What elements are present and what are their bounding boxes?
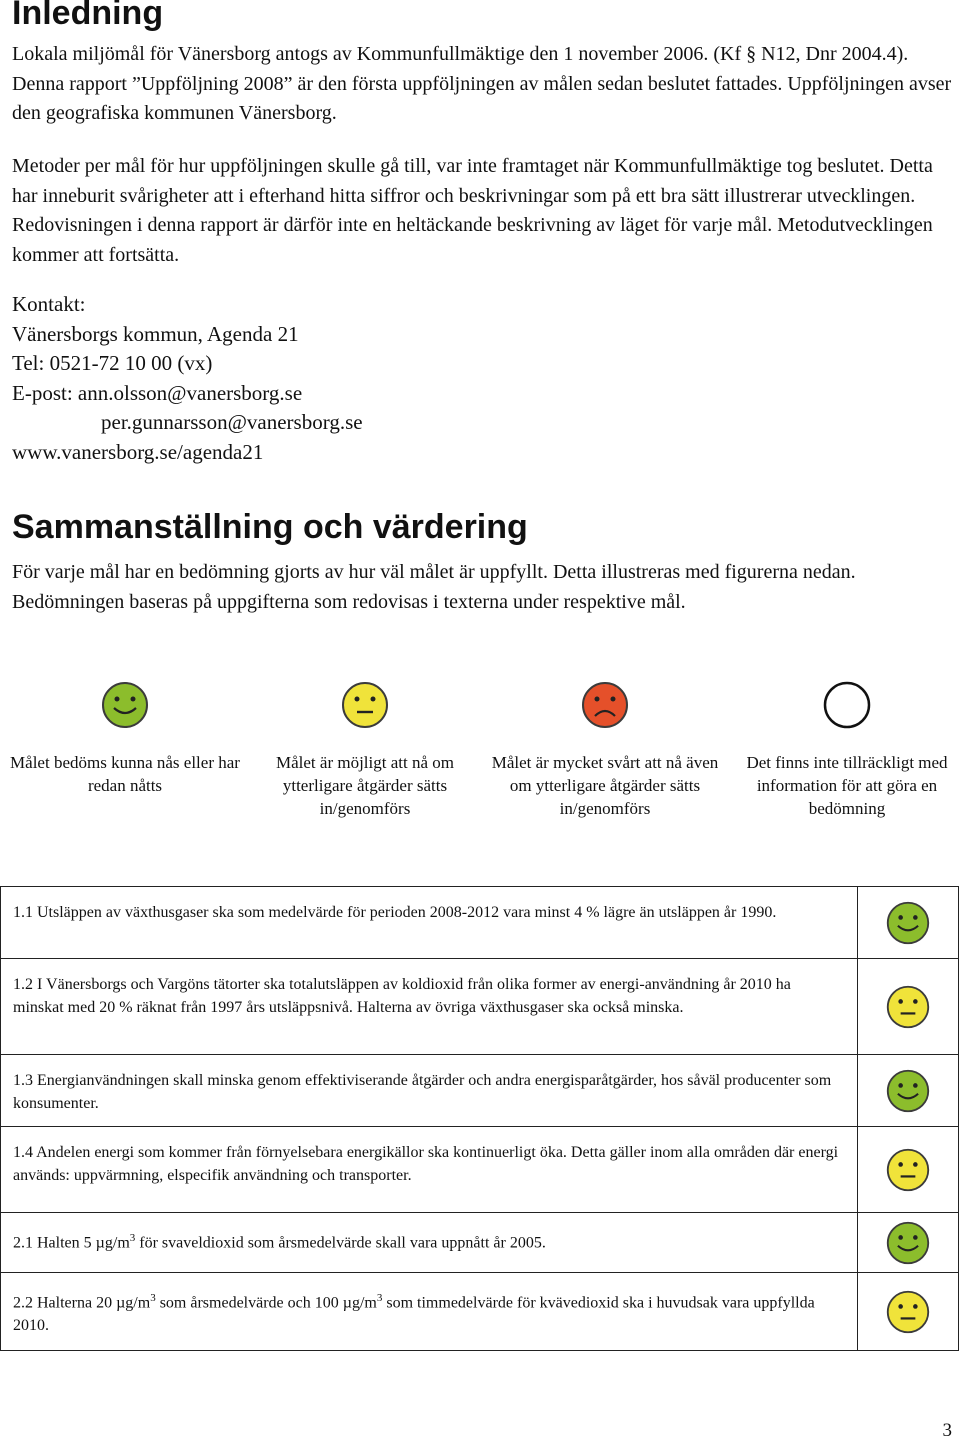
contact-email-2: per.gunnarsson@vanersborg.se [101, 410, 363, 434]
table-row [1, 959, 959, 1055]
section-title: Sammanställning och värdering [12, 508, 528, 546]
legend-item-sad [490, 680, 720, 820]
legend-text-neutral: Målet är möjligt att nå om ytterligare åtgärder sätts in/genomförs [276, 753, 454, 818]
contact-website: www.vanersborg.se/agenda21 [12, 439, 264, 464]
contact-label: Kontakt: [12, 292, 86, 316]
happy-face-icon [100, 680, 150, 730]
legend-text-happy: Målet bedöms kunna nås eller har redan nåtts [10, 753, 240, 795]
table-row [1, 1127, 959, 1213]
empty-circle-icon [822, 680, 872, 730]
page-number: 3 [942, 1420, 952, 1441]
neutral-face-icon [885, 1147, 931, 1193]
goal-text: 1.3 Energianvändningen skall minska genom effektiviserande åtgärder och andra energisparåtgärder, hos såväl producenter som konsumenter. [1, 1055, 858, 1127]
happy-face-icon [885, 1220, 931, 1266]
legend-text-sad: Målet är mycket svårt att nå även om ytterligare åtgärder sätts in/genomförs [491, 753, 719, 818]
legend-item-empty [732, 680, 960, 820]
summary-paragraph: För varje mål har en bedömning gjorts av hur väl målet är uppfyllt. Detta illustreras med figurerna nedan. Bedömningen baseras på uppgifterna som redovisas i texterna under respektive mål. [12, 561, 856, 613]
goal-text: 2.2 Halterna 20 $\mu g/m^3$ som årsmedelvärde och 100 $\mu g/m^3$ som timmedelvärde för kvävedioxid ska i huvudsak vara uppfyllda 2010. [1, 1273, 858, 1351]
goals-table [0, 886, 959, 1351]
sad-face-icon [580, 680, 630, 730]
goal-text: 1.1 Utsläppen av växthusgaser ska som medelvärde för perioden 2008-2012 vara minst 4 % lägre än utsläppen år 1990. [1, 887, 858, 959]
neutral-face-icon [885, 984, 931, 1030]
happy-face-icon [885, 900, 931, 946]
legend-text-empty: Det finns inte tillräckligt med information för att göra en bedömning [746, 753, 948, 818]
contact-block [12, 290, 363, 467]
goal-text: 1.4 Andelen energi som kommer från förnyelsebara energikällor ska kontinuerligt öka. Detta gäller inom alla områden där energi används: uppvärmning, elspecifik användning och transporter. [1, 1127, 858, 1213]
happy-face-icon [885, 1068, 931, 1114]
legend-item-neutral [250, 680, 480, 820]
legend-item-happy [10, 680, 240, 797]
intro-paragraph: Lokala miljömål för Vänersborg antogs av Kommunfullmäktige den 1 november 2006. (Kf § N12, Dnr 2004.4). Denna rapport ”Uppföljning 2008” är den första uppföljningen av målen sedan beslutet fattades. Uppföljningen avser den geografiska kommunen Vänersborg. [12, 43, 952, 124]
goal-text: 2.1 Halten 5 $\mu g/m^3$ för svaveldioxid som årsmedelvärde skall vara uppnått år 2005. [1, 1213, 858, 1273]
table-row [1, 887, 959, 959]
goal-text: 1.2 I Vänersborgs och Vargöns tätorter ska totalutsläppen av koldioxid från olika former av energi-användning år 2010 ha minskat med 20 % räknat från 1997 års utsläppsnivå. Halterna av övriga växthusgaser ska också minska. [1, 959, 858, 1055]
page-title: Inledning [12, 0, 164, 32]
contact-email-1: E-post: ann.olsson@vanersborg.se [12, 380, 303, 405]
contact-phone: Tel: 0521-72 10 00 (vx) [12, 351, 213, 375]
neutral-face-icon [885, 1289, 931, 1335]
contact-org: Vänersborgs kommun, Agenda 21 [12, 321, 299, 346]
methods-paragraph: Metoder per mål för hur uppföljningen skulle gå till, var inte framtaget när Kommunfullmäktige tog beslutet. Detta har inneburit svårigheter att i efterhand hitta siffror och beskrivningar som på ett bra sätt illustrerar utvecklingen. Redovisningen i denna rapport är därför inte en heltäckande beskrivning av läget för varje mål. Metodutvecklingen kommer att fortsätta. [12, 155, 933, 266]
table-row [1, 1273, 959, 1351]
neutral-face-icon [340, 680, 390, 730]
table-row [1, 1055, 959, 1127]
table-row [1, 1213, 959, 1273]
